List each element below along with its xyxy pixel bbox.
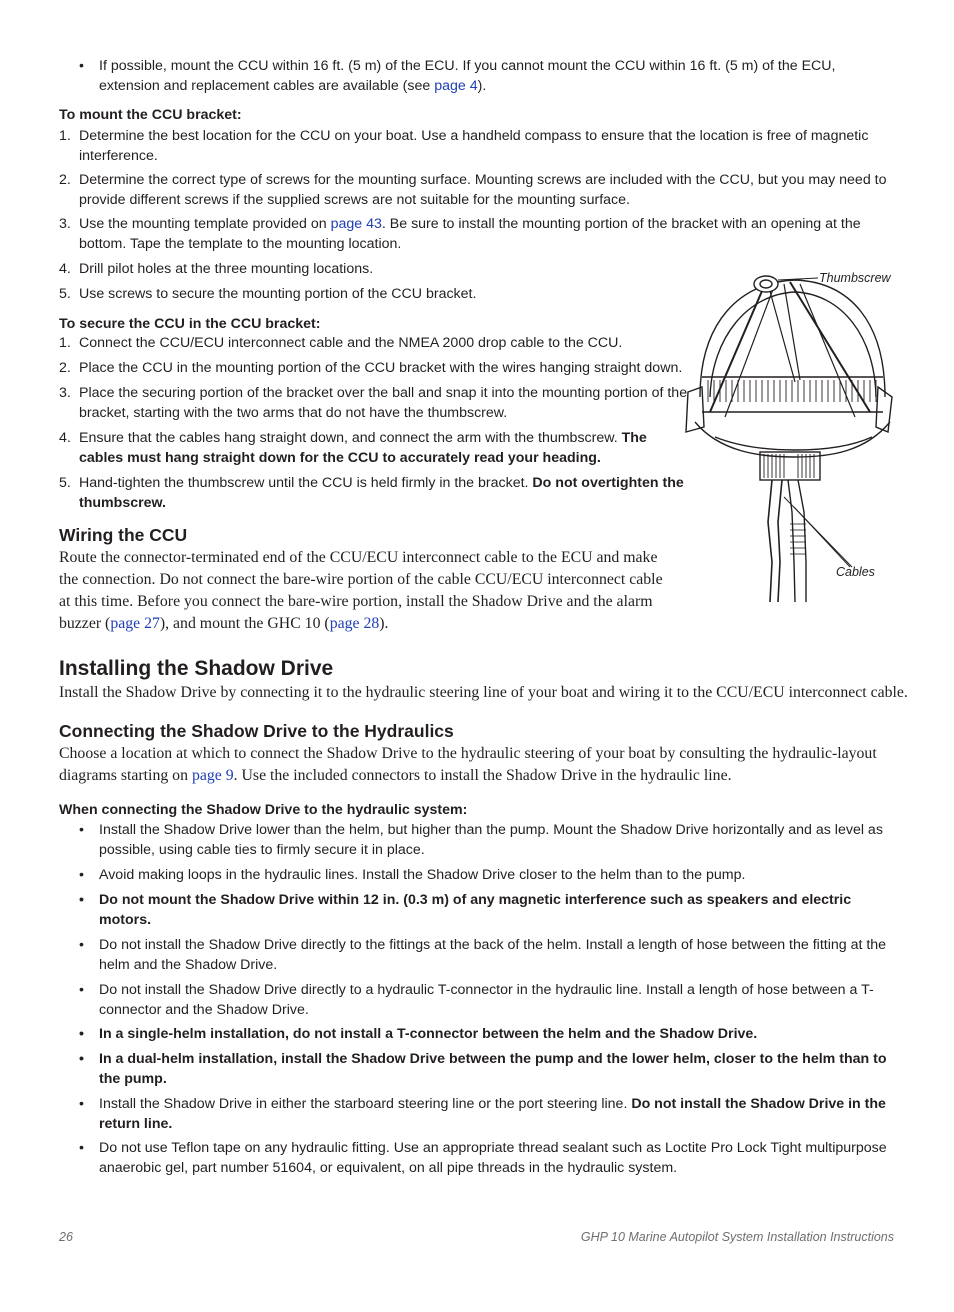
step-text-after: . Be sure to install the mounting portion of the bracket with an opening at the bottom. Tape the template to the mounting location. xyxy=(79,216,861,252)
hydraulics-bullet-2 xyxy=(79,865,899,885)
bullet-mark: • xyxy=(79,892,84,908)
bullet-text: Install the Shadow Drive in either the starboard steering line or the port steering line. xyxy=(99,1096,632,1112)
step-number: 5. xyxy=(59,286,71,302)
bullet-bold: Do not mount the Shadow Drive within 12 in. (0.3 m) of any magnetic interference such as speakers and electric motors. xyxy=(99,892,852,928)
shadow-intro: Install the Shadow Drive by connecting it to the hydraulic steering line of your boat and wiring it to the CCU/ECU interconnect cable. xyxy=(59,684,908,701)
wiring-text-end: ). xyxy=(379,615,389,632)
bullet-mark: • xyxy=(79,1096,84,1112)
wiring-heading: Wiring the CCU xyxy=(59,525,188,545)
wiring-text-open: ( xyxy=(105,615,111,632)
link-page-9[interactable]: page 9 xyxy=(191,767,234,784)
bullet-bold: In a dual-helm installation, install the Shadow Drive between the pump and the lower helm, closer to the helm than to the pump. xyxy=(99,1051,887,1087)
bullet-text: Avoid making loops in the hydraulic lines. Install the Shadow Drive closer to the helm than to the pump. xyxy=(99,867,746,883)
step-text: Ensure that the cables hang straight down, and connect the arm with the thumbscrew. xyxy=(79,430,622,446)
bullet-text: Do not install the Shadow Drive directly to a hydraulic T-connector in the hydraulic line. Install a length of hose between a T-connector and the Shadow Drive. xyxy=(99,982,874,1018)
mount-step-5 xyxy=(59,284,679,304)
hydraulics-list-heading: When connecting the Shadow Drive to the hydraulic system: xyxy=(59,802,468,818)
hydraulics-bullet-6 xyxy=(79,1024,899,1044)
step-number: 5. xyxy=(59,475,71,491)
footer-title: GHP 10 Marine Autopilot System Installation Instructions xyxy=(580,1230,894,1244)
step-number: 3. xyxy=(59,385,71,401)
hydraulics-bullet-7 xyxy=(79,1049,899,1089)
hydraulics-bullet-4 xyxy=(79,935,899,975)
bullet-mark: • xyxy=(79,982,84,998)
step-text: Connect the CCU/ECU interconnect cable and the NMEA 2000 drop cable to the CCU. xyxy=(79,335,623,351)
page-number: 26 xyxy=(59,1230,73,1244)
mount-step-2 xyxy=(59,170,899,210)
shadow-heading: Installing the Shadow Drive xyxy=(59,657,334,680)
step-number: 1. xyxy=(59,128,71,144)
secure-step-5 xyxy=(59,473,689,513)
step-text: Place the CCU in the mounting portion of the CCU bracket with the wires hanging straight down. xyxy=(79,360,683,376)
intro-bullet-after: ). xyxy=(477,78,487,94)
ccu-illustration xyxy=(680,262,910,607)
bullet-mark: • xyxy=(79,867,84,883)
hydraulics-bullet-1 xyxy=(79,820,899,860)
mount-heading: To mount the CCU bracket: xyxy=(59,107,242,123)
wiring-paragraph xyxy=(59,547,677,635)
intro-bullet-text: If possible, mount the CCU within 16 ft. (5 m) of the ECU. If you cannot mount the CCU within 16 ft. (5 m) of the ECU, extension and replacement cables are available (see xyxy=(99,58,836,94)
cables-label: Cables xyxy=(836,565,875,579)
step-number: 1. xyxy=(59,335,71,351)
secure-step-4 xyxy=(59,428,689,468)
bullet-mark: • xyxy=(79,1051,84,1067)
wiring-text-mid: ), and mount the GHC 10 ( xyxy=(159,615,330,632)
mount-step-1 xyxy=(59,126,899,166)
step-text: Determine the best location for the CCU on your boat. Use a handheld compass to ensure that the location is free of magnetic interference. xyxy=(79,128,869,164)
thumbscrew-label: Thumbscrew xyxy=(819,271,891,285)
hydraulics-heading: Connecting the Shadow Drive to the Hydraulics xyxy=(59,721,454,741)
step-number: 3. xyxy=(59,216,71,232)
step-number: 2. xyxy=(59,360,71,376)
link-page-4[interactable]: page 4 xyxy=(434,78,478,94)
hydraulics-paragraph xyxy=(59,743,879,787)
step-text: Use screws to secure the mounting portion of the CCU bracket. xyxy=(79,286,477,302)
hydraulics-bullet-9 xyxy=(79,1138,899,1178)
bullet-text: Do not install the Shadow Drive directly to the fittings at the back of the helm. Install a length of hose between the fitting at the helm and the Shadow Drive. xyxy=(99,937,887,973)
link-page-43[interactable]: page 43 xyxy=(330,216,382,232)
step-warning: Do not overtighten the thumbscrew. xyxy=(79,475,684,511)
bullet-mark: • xyxy=(79,1026,84,1042)
bullet-mark: • xyxy=(79,58,84,74)
hydraulics-bullet-5 xyxy=(79,980,879,1020)
bullet-mark: • xyxy=(79,937,84,953)
step-text: Hand-tighten the thumbscrew until the CCU is held firmly in the bracket. xyxy=(79,475,533,491)
step-number: 2. xyxy=(59,172,71,188)
hydraulics-bullet-3 xyxy=(79,890,869,930)
step-text: Drill pilot holes at the three mounting locations. xyxy=(79,261,374,277)
mount-step-4 xyxy=(59,259,679,279)
secure-step-3 xyxy=(59,383,689,423)
secure-heading: To secure the CCU in the CCU bracket: xyxy=(59,316,321,332)
bullet-text: Do not use Teflon tape on any hydraulic fitting. Use an appropriate thread sealant such as Loctite Pro Lock Tight multipurpose anaerobic gel, part number 51604, or equivalent, on all pipe threads in the hydraulic system. xyxy=(99,1140,887,1176)
step-text: Use the mounting template provided on xyxy=(79,216,331,232)
ccu-bracket-figure xyxy=(680,262,910,607)
intro-bullet xyxy=(79,56,899,96)
hydraulics-text-after: . Use the included connectors to install the Shadow Drive in the hydraulic line. xyxy=(233,767,732,784)
mount-step-3 xyxy=(59,214,899,254)
step-text: Place the securing portion of the bracket over the ball and snap it into the mounting portion of the bracket, starting with the two arms that do not have the thumbscrew. xyxy=(79,385,688,421)
wiring-text: Route the connector-terminated end of the CCU/ECU interconnect cable to the ECU and make the connection. Do not connect the bare-wire portion of the cable CCU/ECU interconnect cable at this time. Before you connect the bare-wire portion, install the Shadow Drive and the alarm buzzer xyxy=(59,549,663,632)
step-text: Determine the correct type of screws for the mounting surface. Mounting screws are included with the CCU, but you may need to provide different screws if the supplied screws are not suitable for the mounting surface. xyxy=(79,172,887,208)
step-number: 4. xyxy=(59,261,71,277)
secure-step-2 xyxy=(59,358,689,378)
secure-step-1 xyxy=(59,333,689,353)
step-warning: The cables must hang straight down for the CCU to accurately read your heading. xyxy=(79,430,647,466)
link-page-27[interactable]: page 27 xyxy=(110,615,160,632)
link-page-28[interactable]: page 28 xyxy=(329,615,380,632)
bullet-mark: • xyxy=(79,822,84,838)
bullet-bold: In a single-helm installation, do not install a T-connector between the helm and the Shadow Drive. xyxy=(99,1026,758,1042)
hydraulics-text: Choose a location at which to connect the Shadow Drive to the hydraulic steering of your boat by consulting the hydraulic-layout diagrams starting on xyxy=(59,745,877,784)
bullet-text: Install the Shadow Drive lower than the helm, but higher than the pump. Mount the Shadow Drive horizontally and as level as possible, using cable ties to firmly secure it in place. xyxy=(99,822,883,858)
step-number: 4. xyxy=(59,430,71,446)
bullet-bold: Do not install the Shadow Drive in the return line. xyxy=(99,1096,886,1132)
hydraulics-bullet-8 xyxy=(79,1094,899,1134)
bullet-mark: • xyxy=(79,1140,84,1156)
